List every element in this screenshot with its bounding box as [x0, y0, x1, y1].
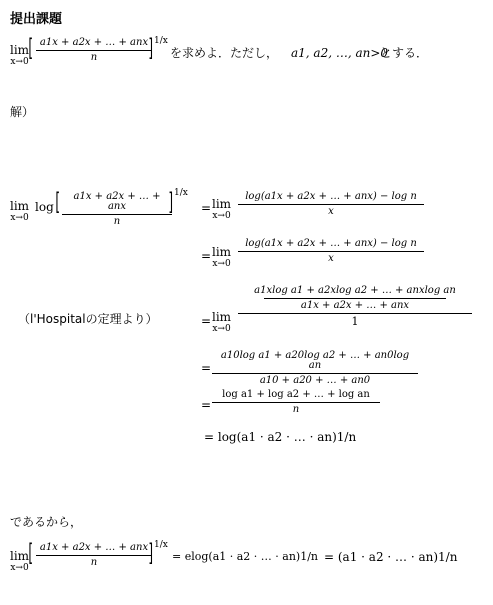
page-title: 提出課題	[10, 12, 63, 27]
lim-subscript: x→0	[10, 213, 29, 223]
lim-word: lim	[10, 549, 30, 563]
fraction-numerator: a1x + a2x + … + anx	[39, 542, 149, 553]
problem-ending: とする．	[380, 46, 429, 60]
fraction-numerator: log(a1x + a2x + … + anx) − log n	[245, 191, 417, 202]
inner-denominator: a1x + a2x + … + anx	[300, 300, 410, 311]
hospital-note: （l'Hospitalの定理より）	[18, 312, 158, 326]
right-bracket: ]	[148, 34, 154, 62]
equals-sign: =	[201, 314, 212, 328]
lhs-fraction	[62, 188, 174, 227]
problem-fraction	[36, 34, 154, 63]
problem-statement: を求めよ．ただし，	[170, 46, 279, 60]
final-middle: = elog(a1 · a2 · … · an)1/n	[172, 550, 319, 563]
fraction-denominator: x	[328, 206, 334, 217]
problem-condition: a1, a2, …, an>0	[291, 46, 389, 60]
exponent: 1/x	[174, 188, 188, 198]
left-bracket: [	[55, 188, 61, 216]
equals-sign: =	[201, 249, 212, 263]
fraction-numerator: log a1 + log a2 + … + log an	[222, 389, 370, 400]
fraction-denominator: n	[113, 216, 121, 227]
final-limit	[10, 550, 29, 573]
exponent: 1/x	[154, 540, 168, 550]
step1-fraction	[238, 192, 424, 217]
lim-word: lim	[212, 245, 232, 259]
lim-subscript: x→0	[212, 324, 231, 334]
fraction-denominator: 1	[351, 315, 359, 328]
step6-result: = log(a1 · a2 · … · an)1/n	[204, 430, 357, 444]
lim-subscript: x→0	[212, 211, 231, 221]
final-fraction	[36, 539, 154, 568]
final-result: = (a1 · a2 · … · an)1/n	[324, 550, 458, 564]
fraction-numerator: a10log a1 + a20log a2 + … + an0log an	[220, 350, 410, 371]
inner-fraction	[252, 286, 458, 311]
lim-subscript: x→0	[212, 259, 231, 269]
problem-limit	[10, 44, 29, 67]
fraction-denominator: n	[90, 557, 98, 568]
fraction-denominator: n	[292, 404, 300, 415]
lim-word: lim	[10, 199, 30, 213]
lim-word: lim	[212, 310, 232, 324]
exponent: 1/x	[154, 36, 168, 46]
fraction-numerator: log(a1x + a2x + … + anx) − log n	[245, 238, 417, 249]
equals-sign: =	[201, 398, 212, 412]
step5-fraction	[212, 390, 380, 415]
equals-sign: =	[201, 201, 212, 215]
right-bracket: ]	[168, 188, 174, 216]
fraction-denominator: a10 + a20 + … + an0	[259, 375, 371, 386]
step2-limit	[212, 246, 231, 269]
equals-sign: =	[201, 361, 212, 375]
lhs-limit	[10, 200, 29, 223]
answer-label: 解）	[10, 105, 35, 119]
conclusion-intro: であるから，	[10, 515, 83, 529]
fraction-numerator: a1x + a2x + … + anx	[39, 37, 149, 48]
step2-fraction	[238, 239, 424, 264]
log-word: log	[35, 200, 54, 214]
left-bracket: [	[28, 34, 34, 62]
inner-numerator: a1xlog a1 + a2xlog a2 + … + anxlog an	[254, 285, 456, 296]
step3-compound-fraction	[238, 286, 472, 327]
lim-subscript: x→0	[10, 563, 29, 573]
lim-subscript: x→0	[10, 57, 29, 67]
lim-word: lim	[212, 197, 232, 211]
right-bracket: ]	[148, 539, 154, 567]
step1-limit	[212, 198, 231, 221]
lim-word: lim	[10, 43, 30, 57]
left-bracket: [	[28, 539, 34, 567]
fraction-numerator: a1x + a2x + … + anx	[73, 191, 161, 212]
fraction-denominator: n	[90, 52, 98, 63]
step3-limit	[212, 311, 231, 334]
fraction-denominator: x	[328, 253, 334, 264]
step4-fraction	[212, 351, 418, 386]
